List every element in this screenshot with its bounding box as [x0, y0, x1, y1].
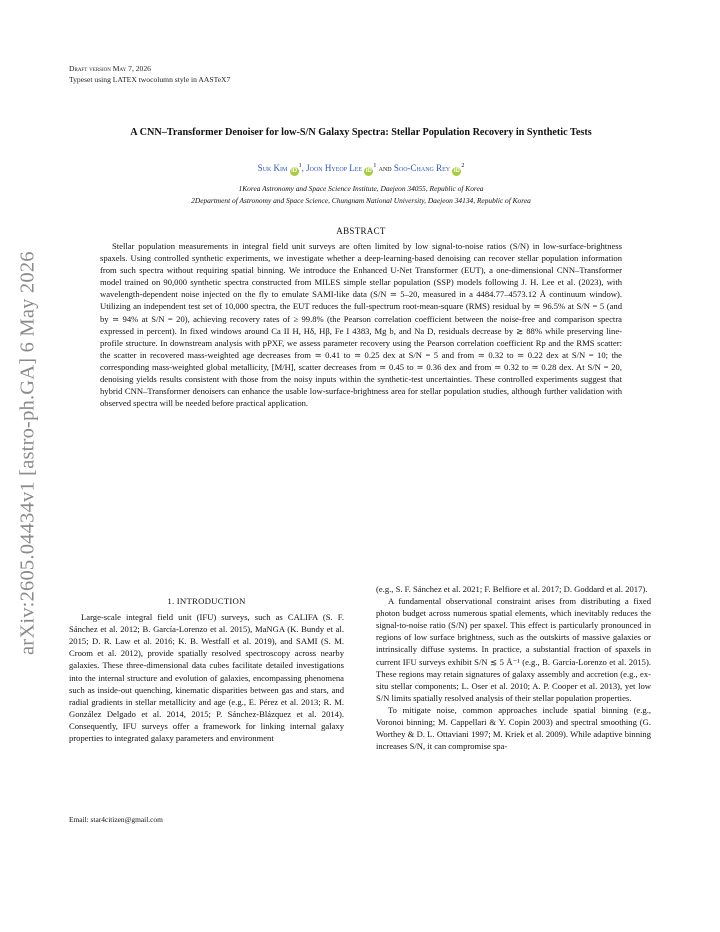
right-column [376, 583, 651, 752]
paper-title: A CNN–Transformer Denoiser for low-S/N Galaxy Spectra: Stellar Population Recovery in Synthetic Tests [130, 127, 592, 138]
orcid-icon[interactable]: iD [453, 168, 460, 174]
author-list: Suk Kim $iD^1$, Joon Hyeop Lee $iD^1$ and Soo-Chang Rey $iD^2$ [257, 163, 465, 174]
orcid-icon[interactable]: iD [365, 168, 372, 174]
affiliation: 1Korea Astronomy and Space Science Institute, Daejeon 34055, Republic of Korea [238, 184, 484, 193]
author-conjunction: and [378, 163, 392, 173]
intro-paragraph: A fundamental observational constraint arises from distributing a fixed photon budget across numerous spatial elements, which inevitably reduces the signal-to-noise ratio (S/N) per spaxel. This effect is particularly pronounced in regions of low surface brightness, such as the outskirts of massive galaxies or intrinsically diffuse systems. In practice, a substantial fraction of spaxels in current IFU surveys exhibit S/N ≲ 5 Å⁻¹ (e.g., B. García-Lorenzo et al. 2015). These regions may retain signatures of galaxy assembly and accretion (e.g., ex-situ stellar components; L. Oser et al. 2010; A. P. Cooper et al. 2013), yet low S/N limits spatially resolved analysis of their stellar population properties. [376, 596, 651, 703]
orcid-icon[interactable]: iD [291, 168, 298, 174]
author-name[interactable]: Soo-Chang Rey [393, 163, 451, 173]
intro-paragraph: Large-scale integral field unit (IFU) surveys, such as CALIFA (S. F. Sánchez et al. 2012; B. García-Lorenzo et al. 2015), MaNGA (K. Bundy et al. 2015; D. R. Law et al. 2016; K. B. Westfall et al. 2019), and SAMI (S. M. Croom et al. 2012), provide spatially resolved spectroscopy across nearby galaxies. These three-dimensional data cubes facilitate detailed investigations into the internal structure and evolution of galaxies, encompassing phenomena such as inside-out quenching, kinematic disparities between gas and stars, and radial gradients in stellar metallicity and age (e.g., E. Pérez et al. 2013; R. M. González Delgado et al. 2014, 2015; P. Sánchez-Blázquez et al. 2014). Consequently, IFU surveys offer a framework for linking internal galaxy properties to integrated galaxy parameters and environment [69, 612, 344, 744]
author-name[interactable]: Joon Hyeop Lee [306, 163, 363, 173]
author-name[interactable]: Suk Kim [257, 163, 288, 173]
section-heading: 1. INTRODUCTION [167, 596, 246, 606]
intro-paragraph-continued: (e.g., S. F. Sánchez et al. 2021; F. Belfiore et al. 2017; D. Goddard et al. 2017). [376, 584, 648, 594]
affiliation: 2Department of Astronomy and Space Science, Chungnam National University, Daejeon 34134, Republic of Korea [191, 196, 531, 205]
author-affil-mark: 1 [298, 163, 302, 169]
draft-version: Draft version May 7, 2026 [69, 64, 151, 73]
abstract-heading: ABSTRACT [336, 226, 386, 236]
typeset-note: Typeset using LATEX twocolumn style in AASTeX7 [69, 75, 231, 84]
author-affil-mark: 2 [461, 163, 465, 169]
contact-email[interactable]: Email: star4citizen@gmail.com [69, 815, 163, 824]
abstract-text: Stellar population measurements in integral field unit surveys are often limited by low signal-to-noise ratios (S/N) in low-surface-brightness spaxels. Using controlled synthetic experiments, we investigate whether a deep-learning-based denoising can recover stellar population information from such spectra without requiring spatial binning. We introduce the Enhanced U-Net Transformer (EUT), a one-dimensional CNN–Transformer model trained on 90,000 synthetic spectra constructed from MILES simple stellar population (SSP) models following J. H. Lee et al. (2023), with wavelength-dependent noise injected on the fly to emulate SAMI-like data (S/N ≃ 5–20, measured in a 4484.77–4573.12 Å continuum window). Utilizing an independent test set of 10,000 spectra, the EUT reduces the full-spectrum root-mean-square (RMS) residual by ≃ 96.5% at S/N = 5 (and by ≃ 94% at S/N = 20), achieving recovery rates of ≥ 99.8% (the Pearson correlation coefficient between the noise-free and comparison spectra expressed in percent). In fixed windows around Ca II H, Hδ, Hβ, Fe I 4383, Mg b, and Na D, residuals decrease by ≳ 88% while preserving line-profile structure. In downstream analysis with pPXF, we assess parameter recovery using the Pearson correlation coefficient Rp and the RMS scatter: the scatter in recovered mass-weighted age decreases from ≃ 0.41 to ≃ 0.25 dex at S/N = 5 and from ≃ 0.32 to ≃ 0.22 dex at S/N = 10; the corresponding mass-weighted global metallicity, [M/H], scatter decreases from ≃ 0.45 to ≃ 0.36 dex and from ≃ 0.32 to ≃ 0.28 dex. At S/N = 20, denoising yields results consistent with those from the noisy inputs within the synthetic-test uncertainties. These controlled experiments suggest that hybrid CNN–Transformer denoisers can enhance the usable low-surface-brightness area for stellar population studies, although further validation with observed spectra will be needed before practical application. [100, 241, 622, 409]
arxiv-identifier: arXiv:2605.04434v1 [astro-ph.GA] 6 May 2026 [16, 251, 39, 655]
draft-header [69, 63, 230, 85]
author-affil-mark: 1 [373, 163, 377, 169]
intro-paragraph: To mitigate noise, common approaches include spatial binning (e.g., Voronoi binning; M. Cappellari & Y. Copin 2003) and spectral smoothing (G. Worthey & D. L. Ottaviani 1997; M. Kriek et al. 2009). While adaptive binning increases S/N, it can compromise spa- [376, 704, 651, 752]
left-column [69, 595, 344, 744]
